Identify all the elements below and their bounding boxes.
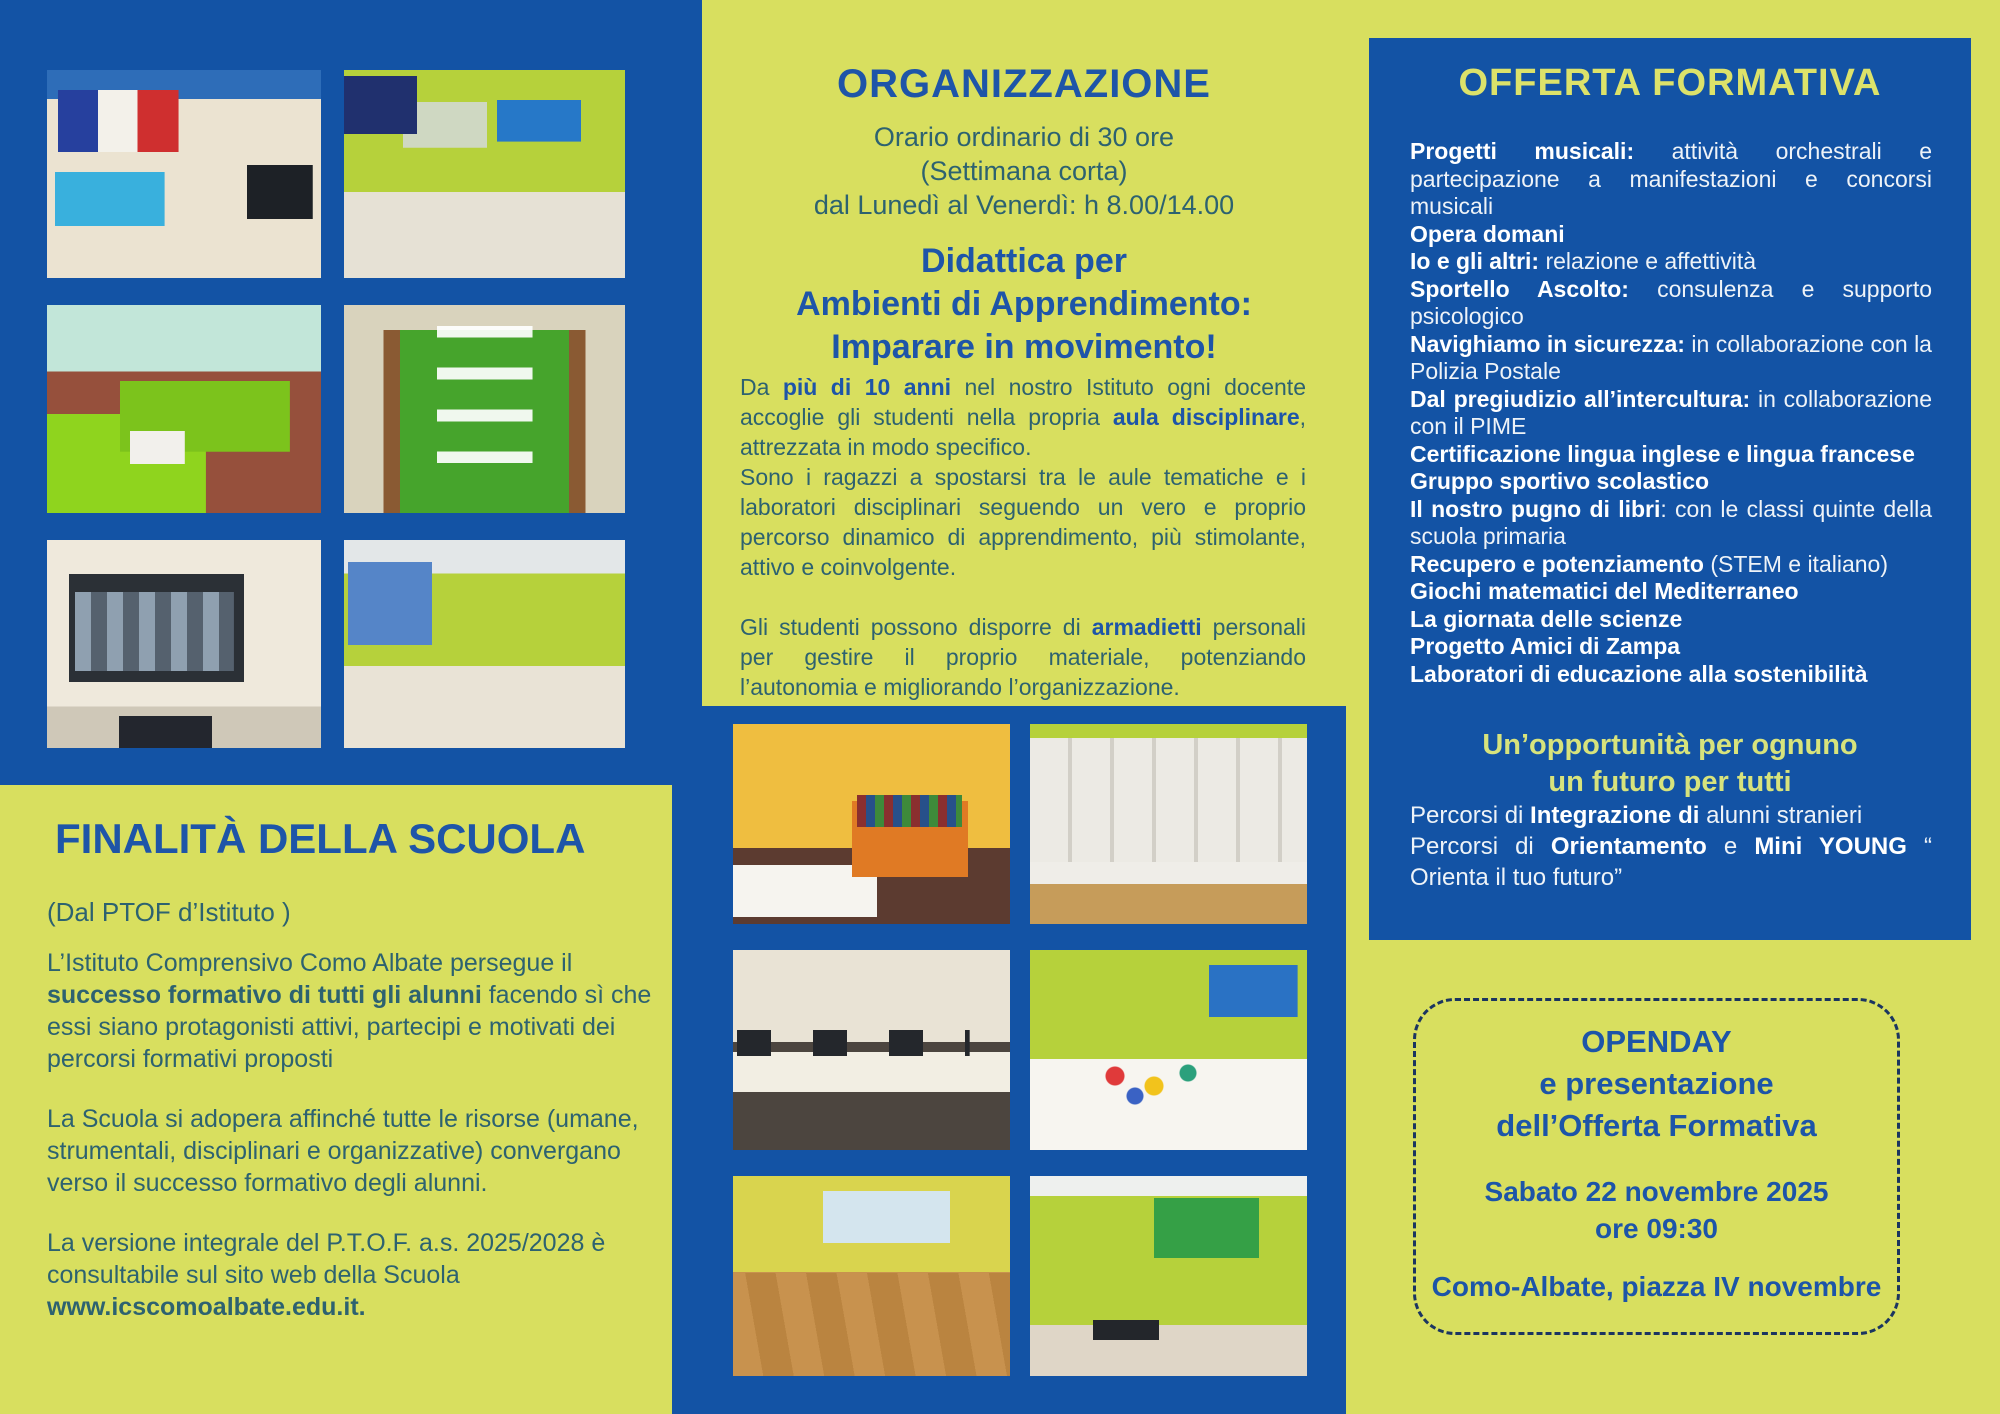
opportunita-heading: Un’opportunità per ognuno un futuro per tutti — [1482, 729, 1858, 798]
organizzazione-title: ORGANIZZAZIONE — [837, 62, 1211, 106]
offer-item: Sportello Ascolto: consulenza e supporto psicologico — [1410, 275, 1932, 329]
didattica-heading: Didattica per Ambienti di Apprendimento: Imparare in movimento! — [796, 242, 1252, 366]
opp-line: Percorsi di Orientamento e Mini YOUNG “ Orienta il tuo futuro” — [1410, 833, 1932, 891]
openday-location: Como-Albate, piazza IV novembre — [1431, 1271, 1882, 1302]
offer-item: Certificazione lingua inglese e lingua francese — [1410, 440, 1915, 467]
paragraph: Gli studenti possono disporre di armadietti personali per gestire il proprio materiale, potenziando l’autonomia e migliorando l’organizzazione. — [740, 614, 1306, 700]
organizzazione-subtitle: Orario ordinario di 30 ore (Settimana corta) dal Lunedì al Venerdì: h 8.00/14.00 — [813, 122, 1235, 220]
photo-science-lab — [1030, 950, 1307, 1150]
paragraph: Sono i ragazzi a spostarsi tra le aule tematiche e i laboratori disciplinari seguendo un vero e proprio percorso dinamico di apprendimento, più stimolante, attivo e coinvolgente. — [740, 464, 1306, 580]
offer-item: La giornata delle scienze — [1410, 605, 1683, 632]
offer-item: Recupero e potenziamento (STEM e italiano) — [1410, 550, 1888, 577]
photo-group-work — [344, 540, 625, 748]
photo-screen-lesson — [47, 540, 321, 748]
photo-lockers — [1030, 724, 1307, 924]
photo-library — [733, 724, 1010, 924]
offer-item: Progetti musicali: attività orchestrali e partecipazione a manifestazioni e concorsi musicali — [1410, 138, 1933, 219]
offer-item: Io e gli altri: relazione e affettività — [1410, 248, 1757, 274]
photo-soft-corner — [47, 305, 321, 513]
percorsi-lines — [1410, 800, 1932, 893]
finalita-subtitle: (Dal PTOF d’Istituto ) — [47, 897, 291, 927]
finalita-body — [47, 947, 661, 1351]
offerta-formativa-title: OFFERTA FORMATIVA — [1458, 62, 1882, 104]
offerta-formativa-list — [1410, 138, 1932, 688]
photo-class-screen — [1030, 1176, 1307, 1376]
offer-item: Gruppo sportivo scolastico — [1410, 468, 1710, 494]
photo-french-classroom — [47, 70, 321, 278]
offer-item: Navighiamo in sicurezza: in collaborazione con la Polizia Postale — [1410, 330, 1932, 384]
openday-title: OPENDAY e presentazione dell’Offerta Formativa — [1496, 1024, 1817, 1143]
offer-item: Progetto Amici di Zampa — [1410, 633, 1681, 659]
photo-uk-classroom — [344, 70, 625, 278]
paragraph: La versione integrale del P.T.O.F. a.s. 2025/2028 è consultabile sul sito web della Scuola www.icscomoalbate.edu.it. — [47, 1229, 606, 1321]
left-photo-grid — [47, 70, 625, 748]
offer-item: Giochi matematici del Mediterraneo — [1410, 578, 1799, 604]
paragraph: La Scuola si adopera affinché tutte le risorse (umane, strumentali, disciplinari e organizzative) convergano verso il successo formativo degli alunni. — [47, 1105, 639, 1197]
offer-item: Opera domani — [1410, 220, 1565, 247]
organizzazione-body — [740, 372, 1306, 702]
offer-item: Il nostro pugno di libri: con le classi quinte della scuola primaria — [1410, 495, 1932, 549]
offer-item: Laboratori di educazione alla sostenibilità — [1410, 660, 1868, 687]
middle-photo-grid — [733, 724, 1307, 1376]
photo-computer-lab — [733, 950, 1010, 1150]
openday-date: Sabato 22 novembre 2025 ore 09:30 — [1484, 1176, 1829, 1244]
offer-item: Dal pregiudizio all’intercultura: in collaborazione con il PIME — [1410, 385, 1932, 439]
photo-picture-cards — [344, 305, 625, 513]
finalita-title: FINALITÀ DELLA SCUOLA — [55, 815, 586, 862]
paragraph: L’Istituto Comprensivo Como Albate persegue il successo formativo di tutti gli alunni facendo sì che essi siano protagonisti attivi, partecipi e motivati dei percorsi formativi proposti — [47, 949, 652, 1073]
paragraph-gap — [740, 582, 1306, 612]
openday-box — [1413, 998, 1900, 1335]
opp-line: Percorsi di Integrazione di alunni stranieri — [1410, 802, 1863, 829]
photo-gym — [733, 1176, 1010, 1376]
paragraph: Da più di 10 anni nel nostro Istituto ogni docente accoglie gli studenti nella propria aula disciplinare, attrezzata in modo specifico. — [740, 374, 1307, 460]
